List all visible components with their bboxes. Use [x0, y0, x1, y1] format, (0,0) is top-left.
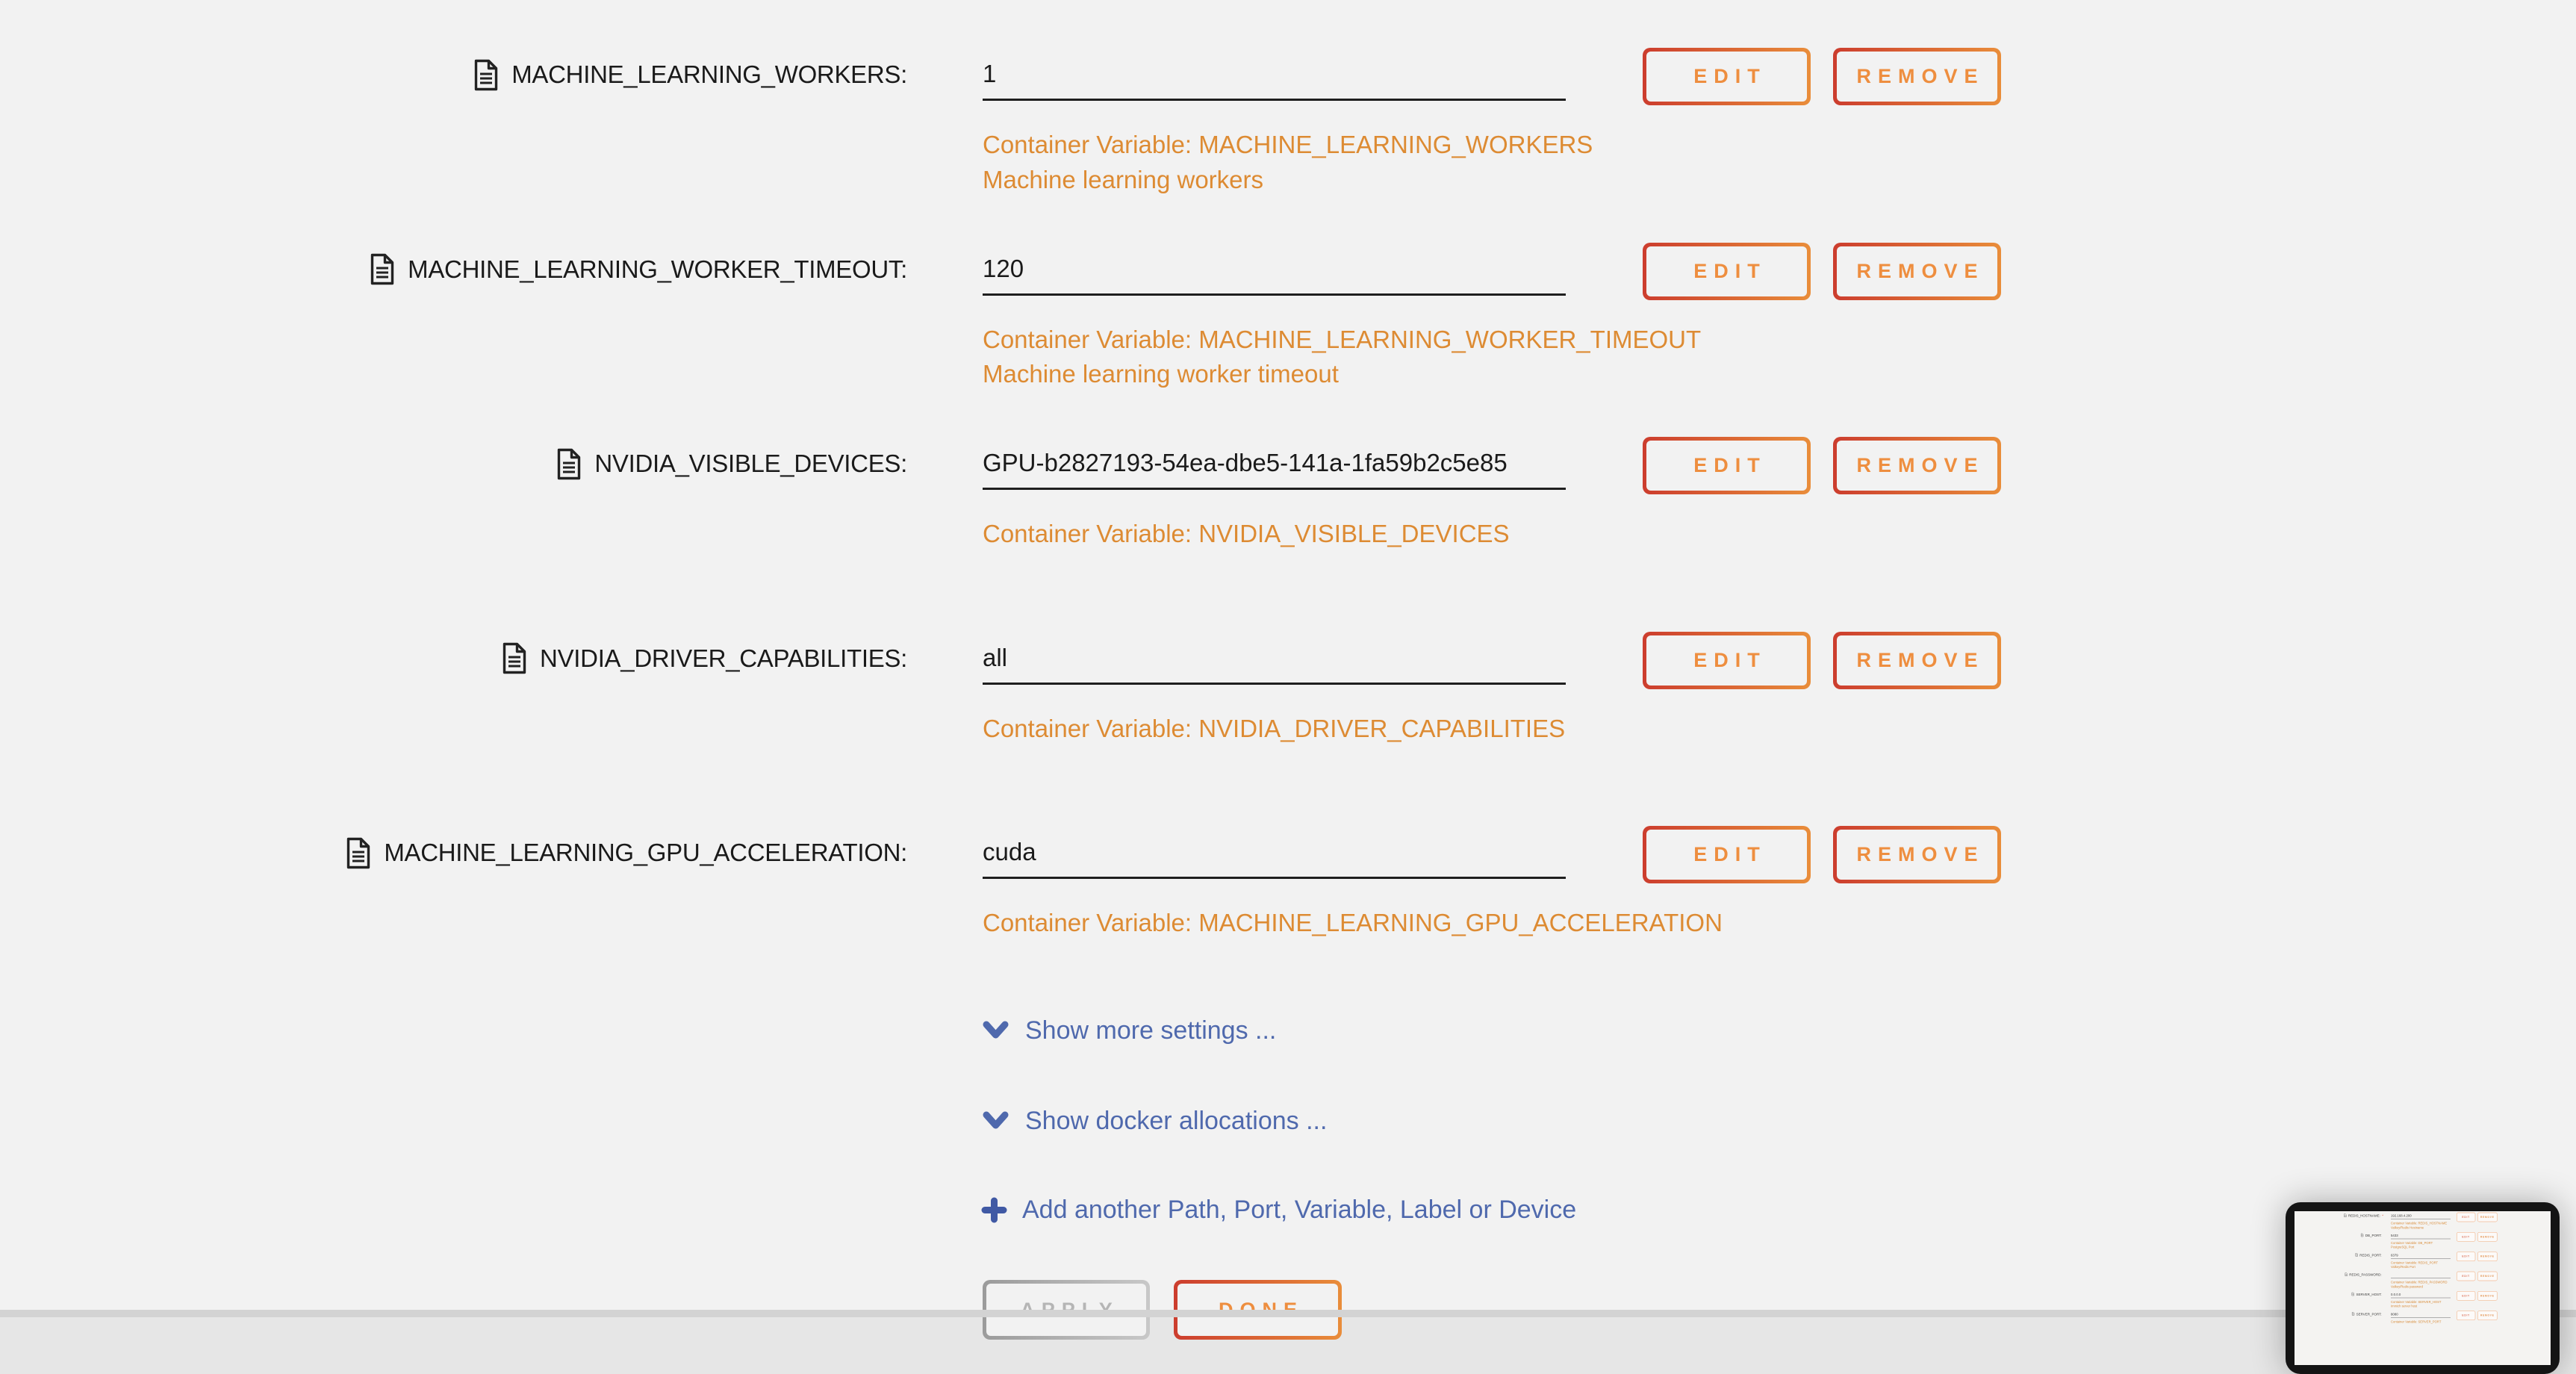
chevron-down-icon — [983, 1021, 1009, 1040]
pip-variable-label-cell — [2295, 1252, 2383, 1258]
container-variable-line: Container Variable: MACHINE_LEARNING_WORKER_TIMEOUT — [983, 325, 1702, 353]
variable-label-cell — [0, 639, 907, 678]
pip-container-variable-line: Container Variable: DB_PORT — [2390, 1241, 2433, 1245]
pip-variable-label: DB_PORT: — [2365, 1233, 2382, 1237]
edit-button[interactable] — [1643, 437, 1811, 494]
variable-label: NVIDIA_VISIBLE_DEVICES: — [594, 450, 907, 477]
variable-row — [0, 48, 2576, 243]
chevron-down-icon — [983, 1111, 1009, 1131]
container-variable-line: Container Variable: NVIDIA_VISIBLE_DEVICES — [983, 520, 1510, 547]
edit-button-face — [1646, 52, 1807, 102]
document-icon — [556, 447, 582, 481]
edit-button-face — [1646, 830, 1807, 880]
pip-remove-button-label: REMOVE — [2480, 1314, 2495, 1317]
plus-icon — [983, 1199, 1006, 1222]
variable-label: NVIDIA_DRIVER_CAPABILITIES: — [540, 644, 907, 672]
variable-description-line: Machine learning worker timeout — [983, 360, 1339, 388]
edit-button-face — [1646, 246, 1807, 296]
remove-button-face — [1837, 635, 1997, 686]
variable-value-text: 1 — [983, 60, 997, 87]
pip-settings-preview — [2295, 1211, 2551, 1331]
show-docker-allocations-link[interactable] — [983, 1101, 1327, 1140]
pip-variable-label-cell — [2295, 1272, 2383, 1278]
variable-value-text: all — [983, 643, 1008, 671]
pip-variable-description-line: Immich server host — [2390, 1304, 2418, 1308]
variable-helper-text — [983, 906, 1723, 941]
container-variable-line: Container Variable: NVIDIA_DRIVER_CAPABILITIES — [983, 714, 1566, 742]
remove-button[interactable] — [1833, 632, 2001, 689]
variable-label-cell — [0, 444, 907, 483]
pip-edit-button — [2457, 1272, 2475, 1281]
document-icon — [2344, 1213, 2347, 1218]
pip-variable-label: SERVER_HOST: — [2356, 1292, 2382, 1296]
container-variable-line: Container Variable: MACHINE_LEARNING_WORKERS — [983, 131, 1593, 158]
required-asterisk: * — [2382, 1213, 2383, 1218]
pip-remove-button-label: REMOVE — [2480, 1275, 2495, 1278]
pip-container-variable-line: Container Variable: SERVER_HOST — [2390, 1300, 2442, 1304]
pip-edit-button-label: EDIT — [2462, 1275, 2470, 1278]
remove-button[interactable] — [1833, 48, 2001, 105]
pip-variable-helper-text — [2391, 1241, 2433, 1249]
pip-variable-label: SERVER_PORT: — [2356, 1312, 2382, 1317]
pip-edit-button — [2457, 1232, 2475, 1242]
edit-button[interactable] — [1643, 243, 1811, 300]
show-more-settings-link[interactable] — [983, 1011, 1276, 1050]
variable-value-text: 120 — [983, 254, 1024, 282]
pip-remove-button — [2477, 1291, 2498, 1301]
pip-variable-row — [2295, 1232, 2551, 1252]
variable-label-cell — [0, 250, 907, 289]
remove-button-face — [1837, 52, 1997, 102]
pip-variable-row — [2295, 1213, 2551, 1232]
variable-value-input[interactable] — [983, 633, 1566, 685]
variable-helper-text — [983, 128, 1593, 197]
edit-button-label: EDIT — [1693, 259, 1767, 282]
variable-value-text: GPU-b2827193-54ea-dbe5-141a-1fa59b2c5e85 — [983, 449, 1508, 476]
pip-variable-helper-text — [2391, 1319, 2441, 1324]
pip-edit-button-label: EDIT — [2462, 1255, 2470, 1258]
pip-remove-button-label: REMOVE — [2480, 1255, 2495, 1258]
pip-window-content — [2295, 1211, 2551, 1365]
remove-button-label: REMOVE — [1856, 843, 1985, 865]
pip-variable-value-input — [2391, 1232, 2451, 1239]
pip-container-variable-line: Container Variable: REDIS_HOSTNAME — [2390, 1221, 2448, 1225]
pip-edit-button — [2457, 1311, 2475, 1320]
pip-variable-value-input — [2391, 1252, 2451, 1258]
edit-button-face — [1646, 441, 1807, 491]
pip-container-variable-line: Container Variable: SERVER_PORT — [2390, 1319, 2442, 1324]
variable-label: MACHINE_LEARNING_WORKER_TIMEOUT: — [408, 255, 907, 283]
variable-row — [0, 243, 2576, 438]
pip-variable-row — [2295, 1291, 2551, 1311]
pip-edit-button — [2457, 1252, 2475, 1261]
pip-remove-button — [2477, 1311, 2498, 1320]
variable-value-text: cuda — [983, 838, 1036, 865]
pip-remove-button-label: REMOVE — [2480, 1294, 2495, 1298]
variable-description-line: Machine learning workers — [983, 165, 1264, 193]
pip-remove-button — [2477, 1252, 2498, 1261]
pip-variable-label: REDIS_PORT: — [2359, 1253, 2382, 1258]
remove-button-label: REMOVE — [1856, 648, 1985, 671]
remove-button-label: REMOVE — [1856, 65, 1985, 87]
pip-variable-value-text: 6379 — [2390, 1253, 2398, 1258]
edit-button[interactable] — [1643, 48, 1811, 105]
edit-button-label: EDIT — [1693, 454, 1767, 476]
pip-variable-value-input — [2391, 1213, 2451, 1219]
variable-helper-text — [983, 517, 1510, 552]
document-icon — [369, 252, 396, 286]
pip-variable-value-input — [2391, 1291, 2451, 1298]
document-icon — [2355, 1253, 2358, 1258]
document-icon — [2352, 1312, 2355, 1317]
variable-row — [0, 437, 2576, 632]
variable-label-cell — [0, 55, 907, 94]
pip-variable-helper-text — [2391, 1222, 2447, 1230]
pip-variable-description-line: Valkey/Redis Port — [2390, 1265, 2415, 1269]
pip-variable-value-text: 192.168.4.200 — [2390, 1213, 2412, 1218]
pip-variable-helper-text — [2391, 1300, 2441, 1308]
pip-remove-button — [2477, 1272, 2498, 1281]
document-icon — [2361, 1233, 2364, 1237]
pip-variable-row — [2295, 1252, 2551, 1271]
pip-variable-label-cell — [2295, 1291, 2383, 1298]
container-variable-line: Container Variable: MACHINE_LEARNING_GPU_ACCELERATION — [983, 909, 1723, 936]
document-icon — [2351, 1292, 2354, 1296]
pip-edit-button-label: EDIT — [2462, 1216, 2470, 1219]
remove-button-face — [1837, 830, 1997, 880]
remove-button-face — [1837, 441, 1997, 491]
pip-variable-label: REDIS_HOSTNAME: — [2348, 1213, 2380, 1218]
remove-button-label: REMOVE — [1856, 259, 1985, 282]
pip-variable-value-text: 8080 — [2390, 1312, 2398, 1317]
pip-variable-row — [2295, 1272, 2551, 1291]
variable-rows — [0, 48, 2576, 1021]
variable-row — [0, 632, 2576, 827]
pip-variable-label-cell — [2295, 1232, 2383, 1239]
pip-remove-button-label: REMOVE — [2480, 1216, 2495, 1219]
pip-edit-button-label: EDIT — [2462, 1235, 2470, 1239]
show-docker-allocations-label: Show docker allocations ... — [1025, 1106, 1328, 1135]
edit-button[interactable] — [1643, 826, 1811, 883]
pip-variable-label: REDIS_PASSWORD: — [2349, 1272, 2382, 1277]
edit-button-face — [1646, 635, 1807, 686]
remove-button-face — [1837, 246, 1997, 296]
pip-edit-button-label: EDIT — [2462, 1314, 2470, 1317]
document-icon — [501, 641, 528, 675]
edit-button-label: EDIT — [1693, 843, 1767, 865]
show-more-settings-label: Show more settings ... — [1025, 1016, 1277, 1045]
edit-button-label: EDIT — [1693, 65, 1767, 87]
pip-variable-value-input — [2391, 1311, 2451, 1317]
pip-variable-helper-text — [2391, 1281, 2448, 1289]
pip-edit-button-label: EDIT — [2462, 1294, 2470, 1298]
remove-button-label: REMOVE — [1856, 454, 1985, 476]
variable-value-input[interactable] — [983, 49, 1566, 101]
pip-variable-value-input — [2391, 1272, 2451, 1278]
pip-variable-label-cell — [2295, 1311, 2383, 1317]
pip-variable-row — [2295, 1311, 2551, 1330]
pip-variable-helper-text — [2391, 1260, 2438, 1269]
pip-remove-button — [2477, 1232, 2498, 1242]
variable-value-input[interactable] — [983, 438, 1566, 490]
variable-value-input[interactable] — [983, 827, 1566, 879]
pip-container-variable-line: Container Variable: REDIS_PORT — [2390, 1260, 2439, 1265]
document-icon — [2345, 1272, 2348, 1277]
add-another-link[interactable] — [983, 1190, 1576, 1229]
edit-button-label: EDIT — [1693, 648, 1767, 671]
variable-row — [0, 826, 2576, 1021]
edit-button[interactable] — [1643, 632, 1811, 689]
variable-value-input[interactable] — [983, 244, 1566, 296]
document-icon — [473, 58, 500, 92]
pip-variable-description-line: Valkey/Redis Hostname — [2390, 1225, 2424, 1230]
remove-button[interactable] — [1833, 243, 2001, 300]
pip-variable-value-text: 5433 — [2390, 1233, 2398, 1237]
pip-preview-window[interactable] — [2286, 1202, 2560, 1374]
add-another-label: Add another Path, Port, Variable, Label or Device — [1022, 1195, 1577, 1224]
pip-variable-description-line: Valkey/Redis password — [2390, 1284, 2423, 1289]
remove-button[interactable] — [1833, 437, 2001, 494]
pip-edit-button — [2457, 1291, 2475, 1301]
document-icon — [345, 836, 372, 870]
pip-variable-value-text: 0.0.0.0 — [2390, 1292, 2401, 1296]
pip-container-variable-line: Container Variable: REDIS_PASSWORD — [2390, 1280, 2448, 1284]
pip-variable-label-cell — [2295, 1213, 2383, 1219]
pip-remove-button — [2477, 1213, 2498, 1222]
pip-edit-button — [2457, 1213, 2475, 1222]
window-bottom-edge — [0, 1310, 2576, 1317]
variable-label: MACHINE_LEARNING_GPU_ACCELERATION: — [384, 839, 907, 866]
variable-label: MACHINE_LEARNING_WORKERS: — [511, 60, 907, 88]
pip-variable-description-line: PostgreSQL Port — [2390, 1245, 2415, 1249]
variable-helper-text — [983, 712, 1565, 747]
pip-remove-button-label: REMOVE — [2480, 1235, 2495, 1239]
variable-helper-text — [983, 323, 1701, 392]
variable-label-cell — [0, 833, 907, 872]
remove-button[interactable] — [1833, 826, 2001, 883]
